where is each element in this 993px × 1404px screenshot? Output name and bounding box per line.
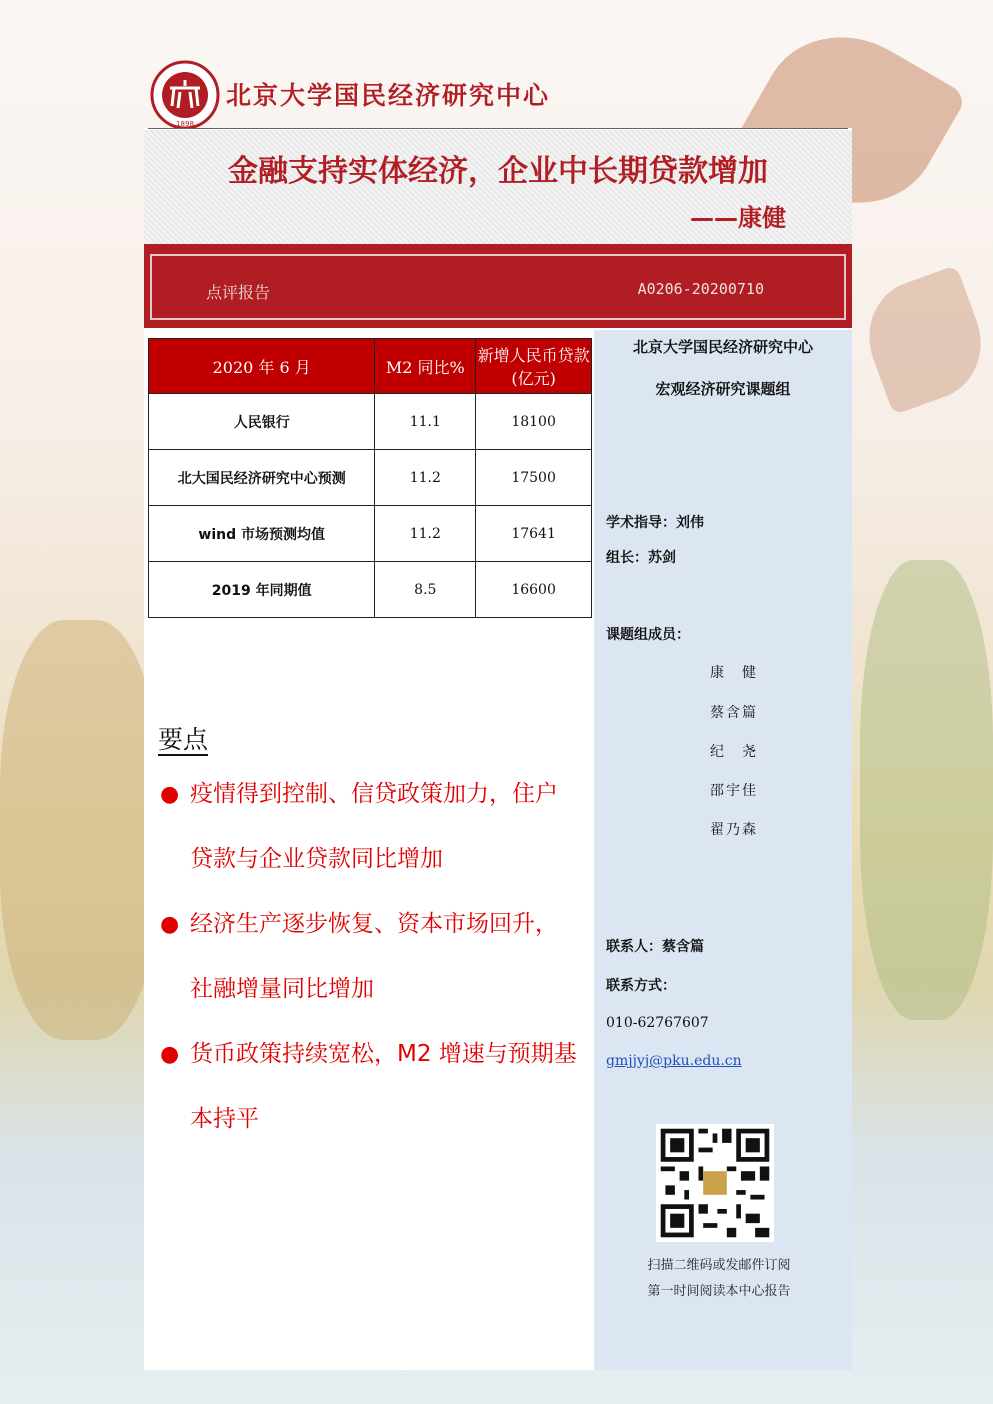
- research-team-sidebar: [594, 330, 852, 1370]
- sidebar-group: 宏观经济研究课题组: [655, 380, 791, 398]
- peking-university-logo: [150, 60, 220, 130]
- key-point-item: [160, 892, 590, 1022]
- team-member: 蔡含篇: [710, 705, 758, 721]
- table-cell-m2: 8.5: [375, 562, 476, 618]
- table-row: [149, 450, 592, 506]
- table-cell-loans: 17500: [476, 450, 592, 506]
- background-tree: [860, 560, 993, 1020]
- key-point-line: 货币政策持续宽松，M2 增速与预期基: [190, 1041, 577, 1067]
- table-cell-loans: 17641: [476, 506, 592, 562]
- table-cell-m2: 11.2: [375, 506, 476, 562]
- qr-caption-line: 第一时间阅读本中心报告: [647, 1284, 791, 1299]
- background-tree: [0, 620, 160, 1040]
- report-info-bar: [144, 244, 852, 328]
- table-row-label: 2019 年同期值: [149, 562, 375, 618]
- table-cell-loans: 18100: [476, 394, 592, 450]
- key-point-item: [160, 762, 590, 892]
- team-member: 邵宇佳: [710, 783, 758, 799]
- key-point-line: 疫情得到控制、信贷政策加力，住户: [190, 781, 558, 807]
- background-leaf: [853, 265, 993, 415]
- key-point-line: 经济生产逐步恢复、资本市场回升，: [190, 911, 558, 937]
- team-member: 翟乃森: [710, 822, 758, 838]
- sidebar-org: 北京大学国民经济研究中心: [632, 338, 813, 356]
- logo-year: 1898: [176, 120, 194, 128]
- sidebar-leader: 组长：苏剑: [606, 550, 676, 566]
- table-header-row: [149, 339, 592, 394]
- team-member: 康 健: [710, 665, 758, 681]
- title-band: [144, 130, 852, 244]
- key-point-line: 贷款与企业贷款同比增加: [190, 846, 443, 872]
- table-row-label: 人民银行: [149, 394, 375, 450]
- team-member: 纪 尧: [710, 744, 758, 760]
- qr-caption-line: 扫描二维码或发邮件订阅: [647, 1258, 791, 1273]
- qr-center-image: [703, 1171, 727, 1195]
- table-header-m2: M2 同比%: [375, 339, 476, 394]
- sidebar-contact-method: 联系方式：: [606, 978, 676, 994]
- bullet-dot-icon: ●: [160, 912, 180, 937]
- table-row-label: wind 市场预测均值: [149, 506, 375, 562]
- bullet-dot-icon: ●: [160, 782, 180, 807]
- table-row: [149, 394, 592, 450]
- key-points-title: 要点: [158, 725, 209, 754]
- key-point-line: 本持平: [190, 1106, 259, 1132]
- report-code: A0206-20200710: [637, 280, 764, 298]
- subscribe-qr-code[interactable]: [656, 1124, 774, 1242]
- report-title: 金融支持实体经济，企业中长期贷款增加: [228, 154, 768, 189]
- table-row: [149, 506, 592, 562]
- table-header-period: 2020 年 6 月: [149, 339, 375, 394]
- table-header-loans: 新增人民币贷款(亿元): [476, 339, 592, 394]
- report-info-frame: [150, 254, 846, 320]
- table-row-label: 北大国民经济研究中心预测: [149, 450, 375, 506]
- table-row: [149, 562, 592, 618]
- sidebar-contact-person: 联系人：蔡含篇: [606, 939, 704, 955]
- table-cell-m2: 11.1: [375, 394, 476, 450]
- contact-email-link[interactable]: gmjjyj@pku.edu.cn: [606, 1053, 742, 1069]
- key-point-item: [160, 1022, 590, 1152]
- header-divider: [148, 128, 848, 129]
- key-point-line: 社融增量同比增加: [190, 976, 374, 1002]
- report-type: 点评报告: [206, 283, 271, 302]
- table-cell-m2: 11.2: [375, 450, 476, 506]
- report-author: ——康健: [690, 204, 786, 232]
- sidebar-members-label: 课题组成员：: [606, 627, 690, 643]
- table-cell-loans: 16600: [476, 562, 592, 618]
- org-header-title: 北京大学国民经济研究中心: [226, 81, 551, 110]
- sidebar-advisor: 学术指导：刘伟: [606, 515, 704, 531]
- bullet-dot-icon: ●: [160, 1042, 180, 1067]
- contact-phone: 010-62767607: [606, 1015, 709, 1031]
- forecast-table: [148, 338, 592, 618]
